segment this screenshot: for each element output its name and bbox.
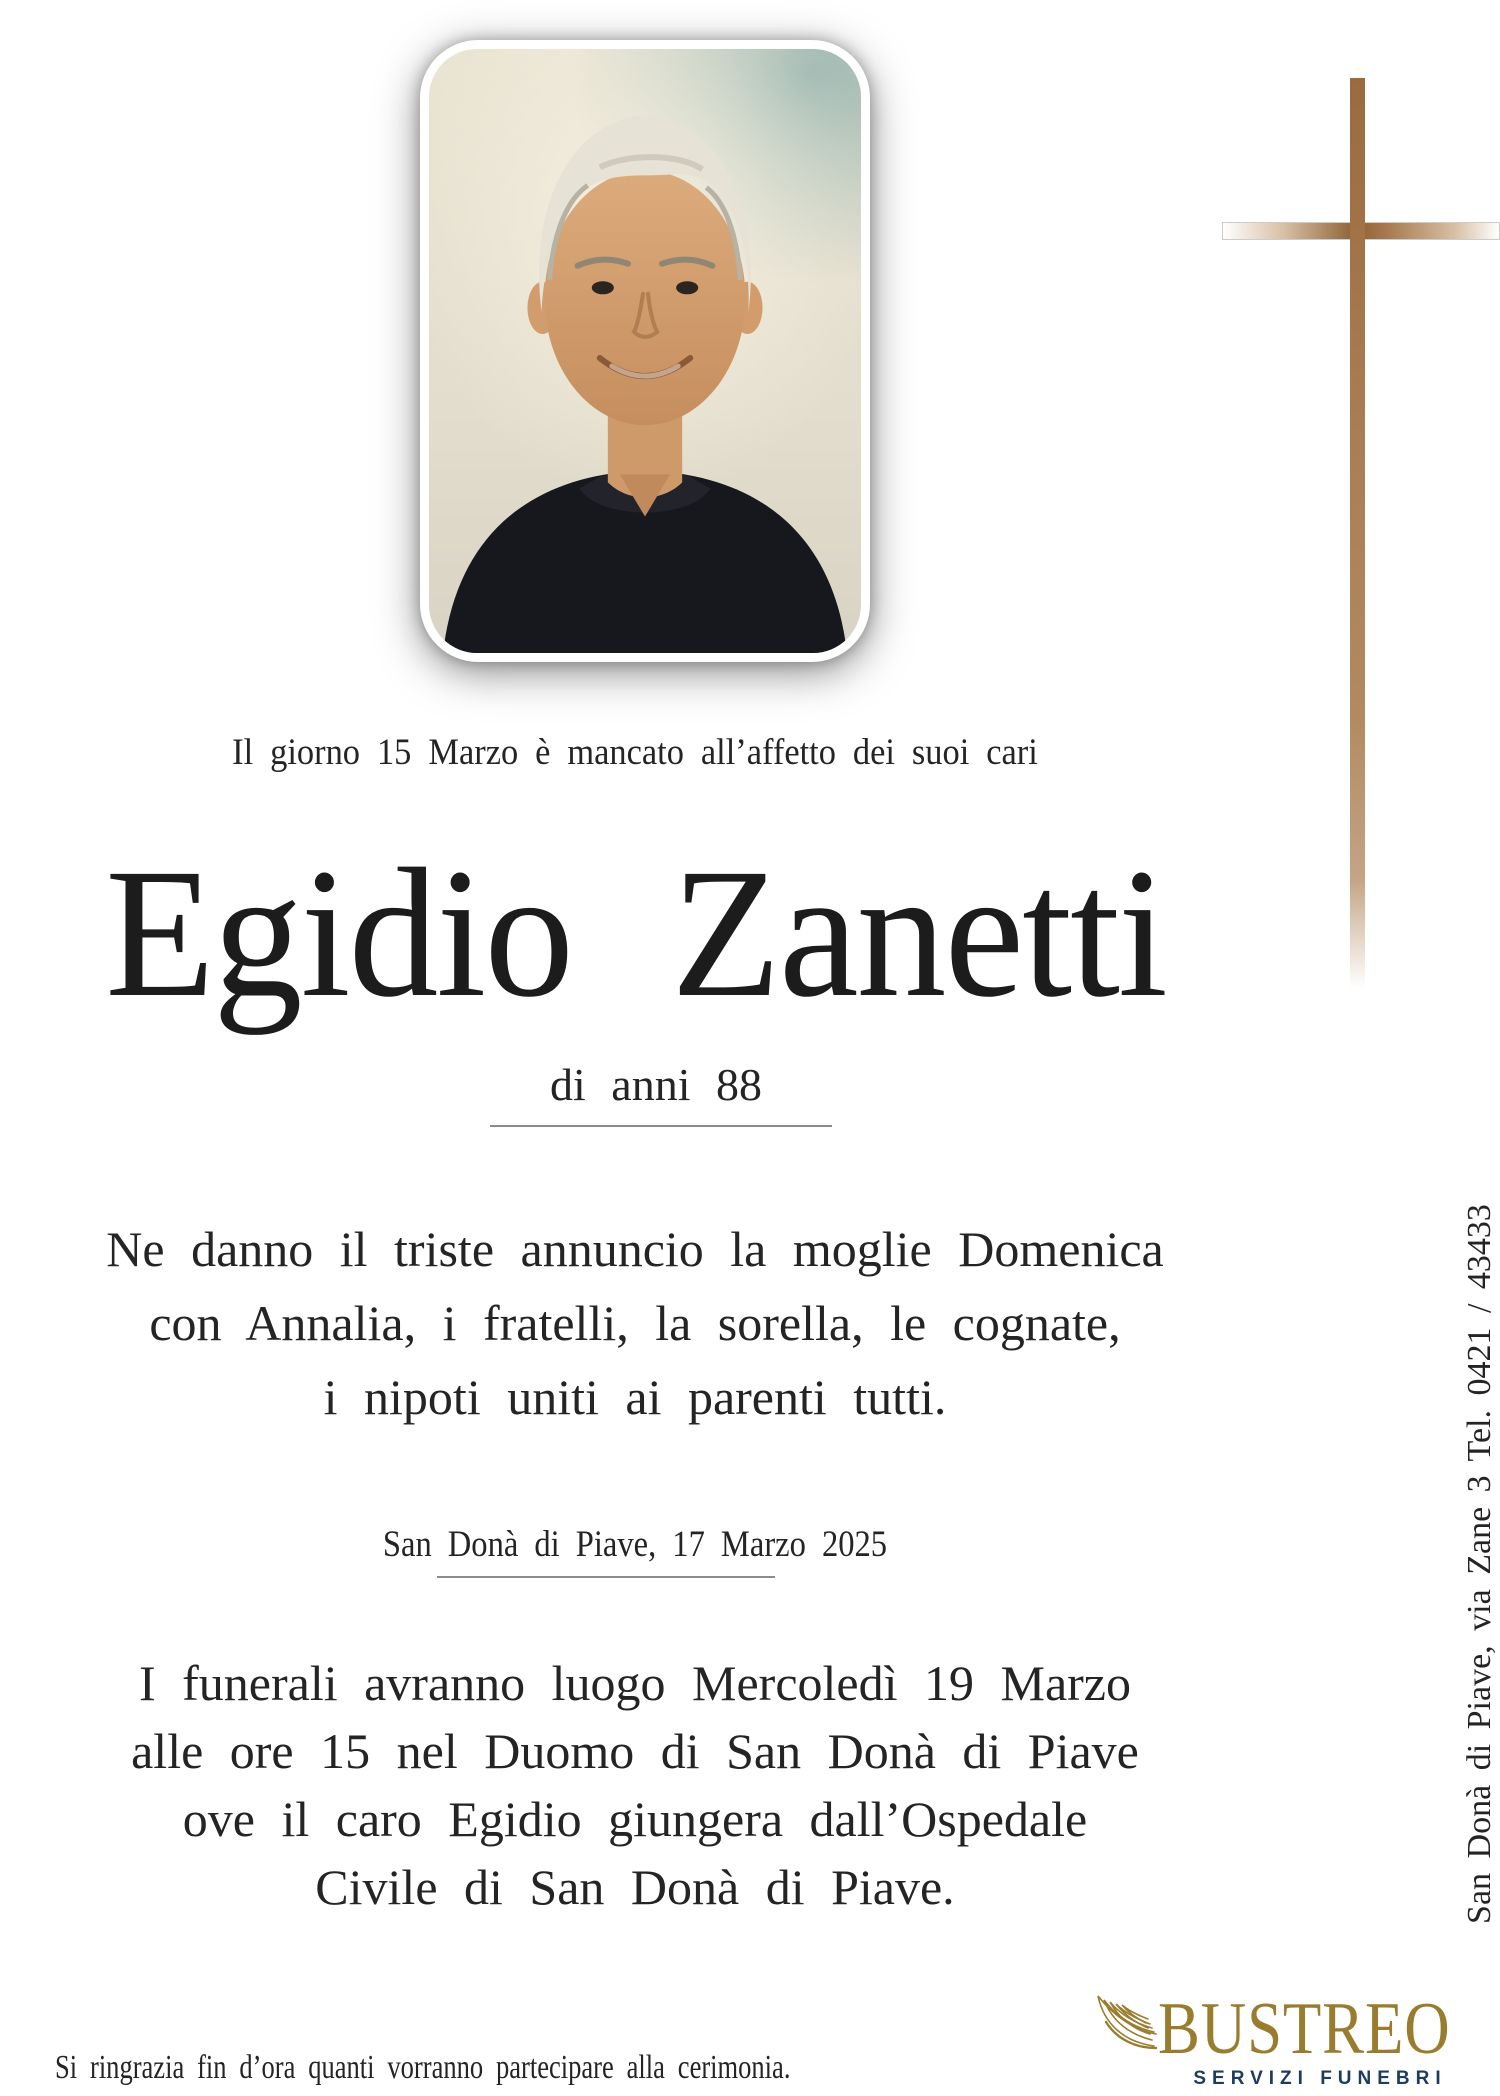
date-underline: [437, 1576, 775, 1578]
thanks-line: Si ringrazia fin d’ora quanti vorranno partecipare alla cerimonia.: [55, 2049, 791, 2086]
wing-icon: [1094, 1990, 1160, 2054]
announcement-line-3: i nipoti uniti ai parenti tutti.: [323, 1369, 947, 1425]
funeral-line-4: Civile di San Donà di Piave.: [315, 1859, 955, 1915]
funeral-line-2: alle ore 15 nel Duomo di San Donà di Piave: [131, 1723, 1139, 1779]
age-underline: [490, 1125, 832, 1127]
funeral-line-3: ove il caro Egidio giungera dall’Ospedale: [182, 1791, 1088, 1847]
portrait-illustration: [429, 49, 861, 653]
funeral-home-address-vertical: San Donà di Piave, via Zane 3 Tel. 0421 / 43433: [1461, 1204, 1498, 1924]
company-name: BUSTREO: [1158, 1988, 1451, 2070]
deceased-photo: [420, 40, 870, 662]
intro-line: Il giorno 15 Marzo è mancato all’affetto dei suoi cari: [232, 732, 1038, 773]
announcement-line-2: con Annalia, i fratelli, la sorella, le cognate,: [149, 1295, 1121, 1351]
age-line: di anni 88: [550, 1059, 762, 1110]
company-tagline: SERVIZI FUNEBRI: [1193, 2068, 1447, 2089]
funeral-line-1: I funerali avranno luogo Mercoledì 19 Marzo: [138, 1655, 1131, 1711]
deceased-name: Egidio Zanetti: [105, 831, 1166, 1036]
announcement-paragraph: [0, 1212, 1500, 1434]
announcement-line-1: Ne danno il triste annuncio la moglie Domenica: [106, 1221, 1164, 1277]
funeral-paragraph: [0, 1649, 1500, 1921]
place-date-line: San Donà di Piave, 17 Marzo 2025: [382, 1524, 888, 1565]
